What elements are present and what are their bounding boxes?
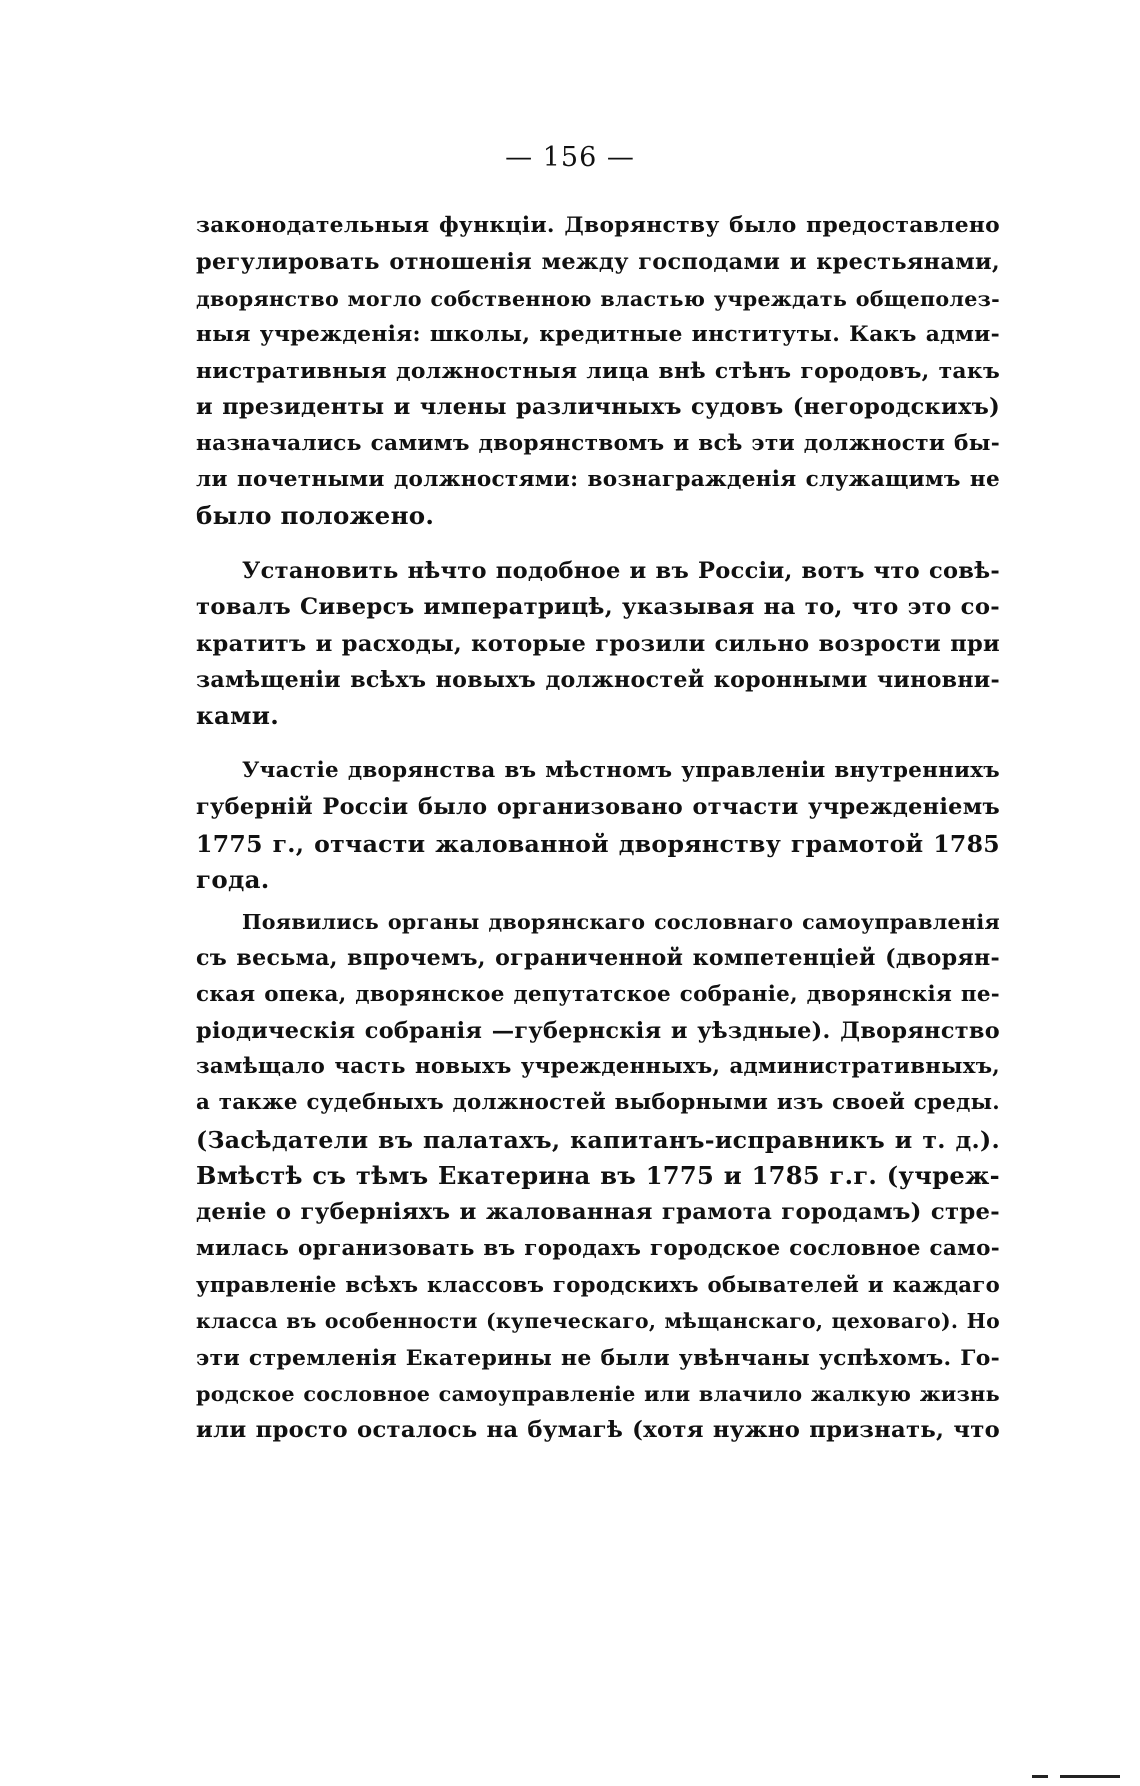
scan-edge-mark: [1060, 1775, 1120, 1778]
text-line: управленіе всѣхъ классовъ городскихъ обывателей и каждаго: [196, 1271, 1000, 1297]
text-line: милась организовать въ городахъ городское сословное само-: [196, 1235, 1000, 1261]
text-line: законодательныя функціи. Дворянству было предоставлено: [196, 213, 1000, 238]
text-line: Установить нѣчто подобное и въ Россіи, вотъ что совѣ-: [242, 558, 1000, 584]
text-line: или просто осталось на бумагѣ (хотя нужно признать, что: [196, 1417, 1000, 1444]
text-line: класса въ особенности (купеческаго, мѣщанскаго, цеховаго). Но: [196, 1309, 1000, 1334]
text-line: ли почетными должностями: вознагражденія служащимъ не: [196, 467, 1000, 493]
text-line: а также судебныхъ должностей выборными изъ своей среды.: [196, 1090, 1000, 1116]
text-line: кратитъ и расходы, которые грозили сильно возрости при: [196, 630, 1000, 657]
text-line: губерній Россіи было организовано отчасти учрежденіемъ: [196, 794, 1000, 821]
text-line: ріодическія собранія —губернскія и уѣздные). Дворянство: [196, 1017, 1000, 1044]
paragraph-1: [196, 208, 1000, 535]
text-line: родское сословное самоуправленіе или влачило жалкую жизнь: [196, 1381, 1000, 1406]
text-line: съ весьма, впрочемъ, ограниченной компетенціей (дворян-: [196, 945, 1000, 972]
text-line: 1775 г., отчасти жалованной дворянству грамотой 1785: [196, 829, 1000, 858]
scan-edge-mark: [1032, 1775, 1048, 1778]
text-line: товалъ Сиверсъ императрицѣ, указывая на то, что это со-: [196, 594, 1000, 621]
text-line: ныя учрежденія: школы, кредитные институты. Какъ адми-: [196, 321, 1000, 347]
text-line: замѣщеніи всѣхъ новыхъ должностей коронными чиновни-: [196, 666, 1000, 693]
text-line: и президенты и члены различныхъ судовъ (негородскихъ): [196, 394, 1000, 421]
text-line: Появились органы дворянскаго сословнаго самоуправленія: [242, 910, 1000, 934]
text-line: замѣщало часть новыхъ учрежденныхъ, административныхъ,: [196, 1054, 1000, 1080]
text-line: Участіе дворянства въ мѣстномъ управленіи внутреннихъ: [242, 758, 1000, 783]
text-line: нистративныя должностныя лица внѣ стѣнъ городовъ, такъ: [196, 358, 1000, 385]
text-line: регулировать отношенія между господами и крестьянами,: [196, 249, 1000, 276]
text-line: эти стремленія Екатерины не были увѣнчаны успѣхомъ. Го-: [196, 1344, 1000, 1371]
text-line: (Засѣдатели въ палатахъ, капитанъ-исправникъ и т. д.).: [196, 1125, 1000, 1154]
paragraph-4: [196, 904, 1000, 1448]
text-line: было положено.: [196, 501, 435, 531]
text-line: назначались самимъ дворянствомъ и всѣ эти должности бы-: [196, 430, 1000, 456]
text-line: Вмѣстѣ съ тѣмъ Екатерина въ 1775 и 1785 г.г. (учреж-: [196, 1161, 1000, 1191]
text-line: ская опека, дворянское депутатское собраніе, дворянскія пе-: [196, 981, 1000, 1007]
text-line: деніе о губерніяхъ и жалованная грамота городамъ) стре-: [196, 1199, 1000, 1226]
paragraph-3: [196, 753, 1000, 898]
paragraph-2: [196, 553, 1000, 734]
text-line: дворянство могло собственною властью учреждать общеполез-: [196, 286, 1000, 311]
text-line: года.: [196, 864, 270, 894]
text-line: ками.: [196, 701, 280, 731]
page-number: — 156 —: [505, 142, 635, 173]
